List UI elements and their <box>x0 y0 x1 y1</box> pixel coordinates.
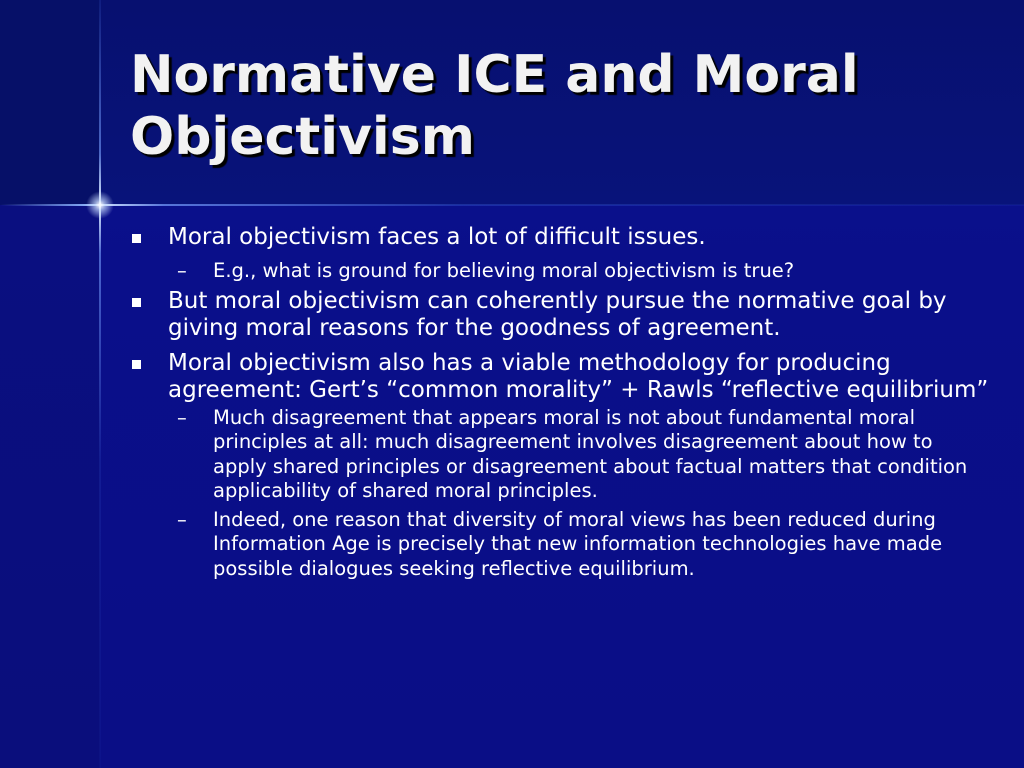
sub-bullet-item <box>130 508 990 582</box>
dash-marker: – <box>177 507 187 531</box>
left-band-upper <box>0 0 100 205</box>
sub-bullet-item <box>130 259 990 284</box>
dash-marker: – <box>177 259 187 282</box>
sparkle-star-icon <box>86 191 114 219</box>
left-band <box>0 205 100 768</box>
bullet-text: Moral objectivism also has a viable methodology for producing agreement: Gert’s “common morality” + Rawls “reflective equilibrium” <box>168 349 989 403</box>
square-bullet-icon <box>132 234 141 243</box>
sub-bullet-text: Much disagreement that appears moral is not about fundamental moral principles at all: much disagreement involves disagreement about how to apply shared principles or disagreement about factual matters that condition applicability of shared moral principles. <box>213 405 968 502</box>
bullet-item <box>130 224 990 251</box>
vertical-accent-line <box>99 0 101 768</box>
bullet-text: But moral objectivism can coherently pursue the normative goal by giving moral reasons for the goodness of agreement. <box>168 287 947 341</box>
bullet-item <box>130 350 990 404</box>
bullet-item <box>130 288 990 342</box>
square-bullet-icon <box>132 298 141 307</box>
horizontal-accent-line <box>0 204 1024 206</box>
slide-body <box>130 224 990 585</box>
sub-bullet-text: E.g., what is ground for believing moral objectivism is true? <box>213 259 795 282</box>
sub-bullet-item <box>130 406 990 504</box>
slide-title: Normative ICE and Moral Objectivism <box>130 45 859 167</box>
square-bullet-icon <box>132 360 141 369</box>
dash-marker: – <box>177 405 187 429</box>
bullet-text: Moral objectivism faces a lot of difficult issues. <box>168 224 706 250</box>
sub-bullet-text: Indeed, one reason that diversity of moral views has been reduced during Information Age is precisely that new information technologies have made possible dialogues seeking reflective equilibrium. <box>213 507 943 580</box>
